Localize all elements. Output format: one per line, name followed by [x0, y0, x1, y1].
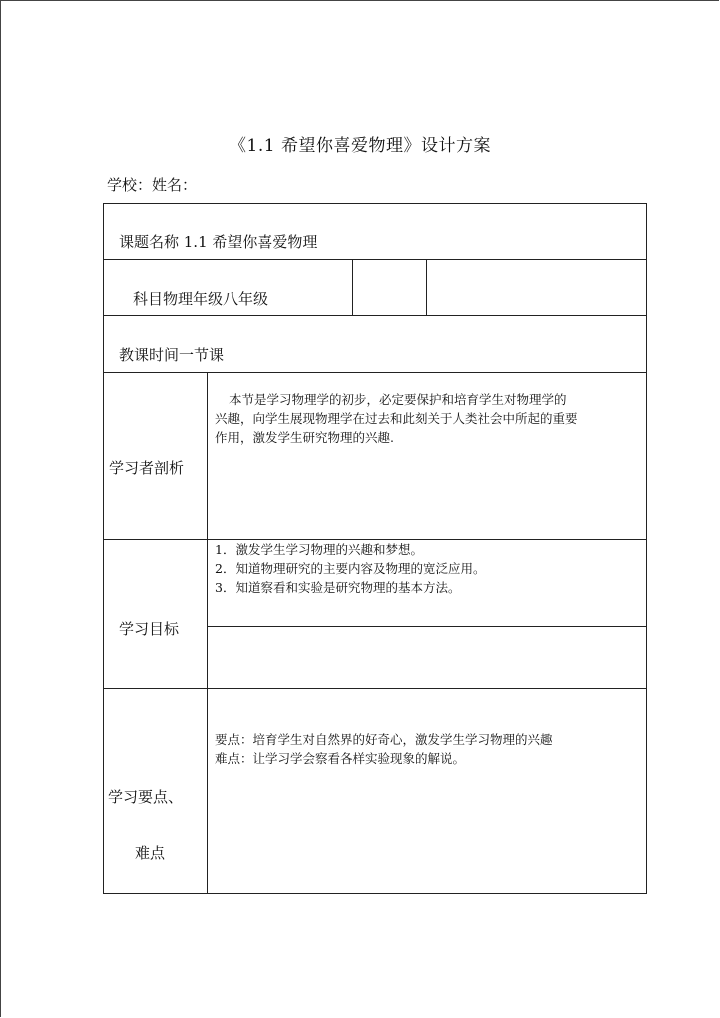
key-point-line: 要点：培育学生对自然界的好奇心，激发学生学习物理的兴趣 [215, 732, 553, 747]
objective-item: 2．知道物理研究的主要内容及物理的宽泛应用。 [215, 561, 486, 576]
objective-item: 1．激发学生学习物理的兴趣和梦想。 [215, 542, 423, 557]
objectives-content [215, 540, 485, 597]
analysis-label: 学习者剖析 [109, 459, 185, 477]
objective-item: 3．知道察看和实验是研究物理的基本方法。 [215, 580, 461, 595]
row-divider-3 [103, 372, 647, 373]
table-border-left [103, 203, 104, 894]
subject-grade-cell: 科目物理年级八年级 [133, 290, 269, 308]
analysis-line: 兴趣，向学生展现物理学在过去和此刻关于人类社会中所起的重要 [215, 411, 578, 426]
analysis-line: 本节是学习物理学的初步，必定要保护和培育学生对物理学的 [229, 392, 567, 407]
grade-cell-divider-1 [352, 259, 353, 316]
row-divider-2 [103, 315, 647, 316]
difficulties-label: 难点 [135, 844, 166, 862]
objectives-inner-divider [207, 626, 647, 627]
key-points-label: 学习要点、 [108, 788, 184, 806]
grade-cell-divider-2 [426, 259, 427, 316]
table-border-top [103, 203, 647, 204]
topic-cell: 课题名称 1.1 希望你喜爱物理 [119, 233, 318, 251]
analysis-content [215, 390, 578, 447]
analysis-line: 作用，激发学生研究物理的兴趣. [215, 430, 394, 445]
difficulty-line: 难点：让学习学会察看各样实验现象的解说。 [215, 751, 466, 766]
row-divider-1 [103, 259, 647, 260]
document-title: 《1.1 希望你喜爱物理》设计方案 [229, 136, 491, 156]
row-divider-5 [103, 688, 647, 689]
school-name-line: 学校：姓名： [107, 176, 198, 194]
table-border-bottom [103, 893, 647, 894]
objectives-label: 学习目标 [119, 620, 180, 638]
table-border-right [646, 203, 647, 894]
key-points-content [215, 730, 553, 768]
label-column-divider [207, 372, 208, 894]
class-time-cell: 教课时间一节课 [119, 346, 225, 364]
